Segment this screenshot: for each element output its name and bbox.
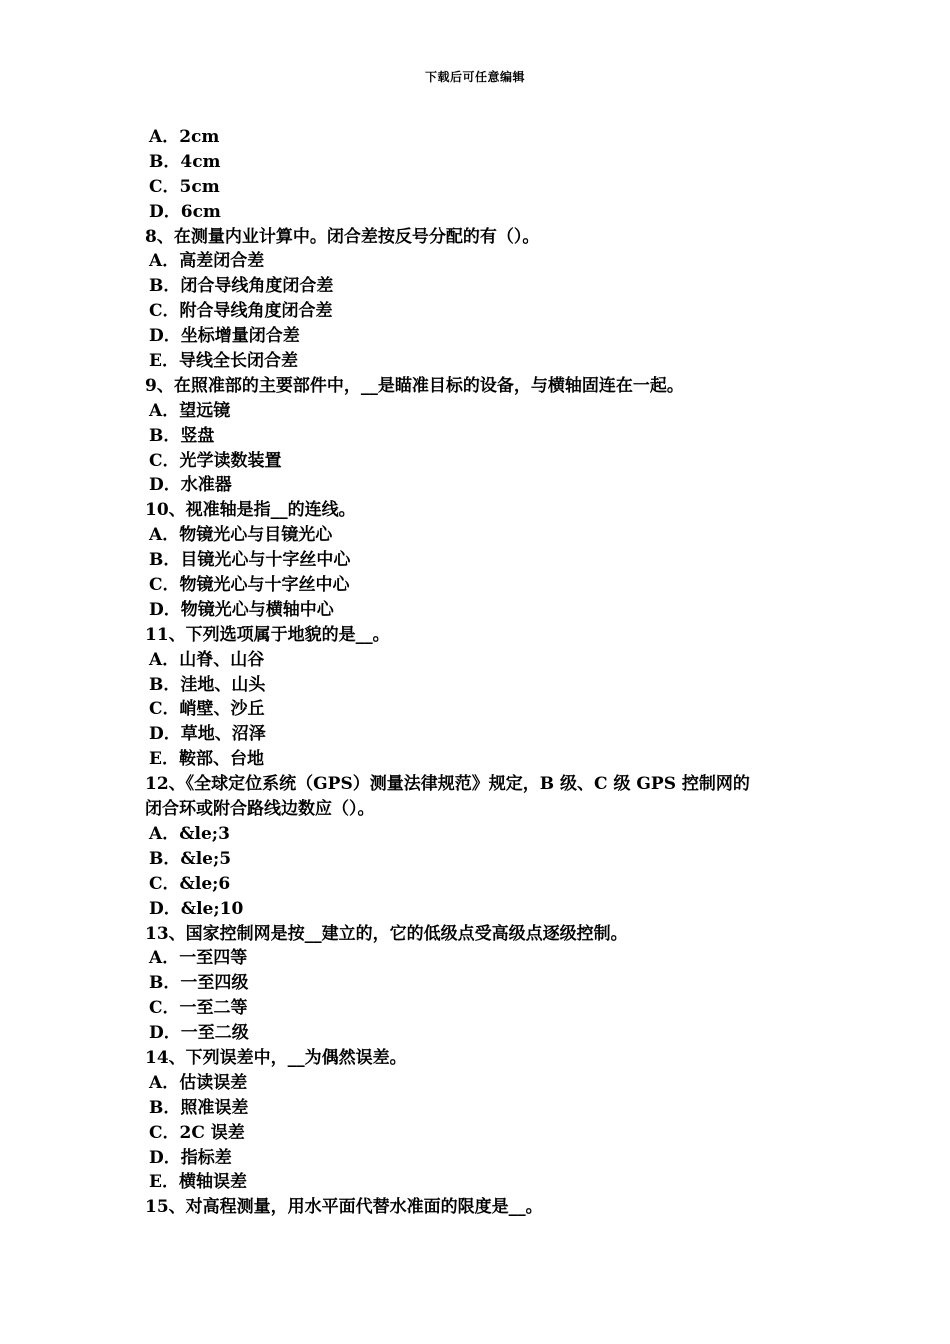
answer-option: A．高差闭合差: [149, 251, 265, 272]
answer-option: B．闭合导线角度闭合差: [149, 276, 334, 297]
answer-option: C．2C 误差: [149, 1122, 245, 1143]
answer-option: B．照准误差: [149, 1097, 249, 1118]
question-text: 12、《全球定位系统（GPS）测量法律规范》规定，B 级、C 级 GPS 控制网的: [145, 774, 750, 795]
answer-option: D．6cm: [149, 201, 221, 222]
answer-option: D．水准器: [149, 475, 232, 496]
answer-option: D．草地、沼泽: [149, 724, 266, 745]
answer-option: B．4cm: [149, 151, 221, 172]
answer-option: B．目镜光心与十字丝中心: [149, 550, 351, 571]
question-text: 9、在照准部的主要部件中，__是瞄准目标的设备，与横轴固连在一起。: [145, 375, 684, 396]
answer-option: A．山脊、山谷: [149, 649, 265, 670]
answer-option: A．&le;3: [149, 823, 230, 844]
question-text: 闭合环或附合路线边数应（）。: [145, 799, 375, 820]
answer-option: A．望远镜: [149, 400, 231, 421]
answer-option: E．横轴误差: [149, 1172, 247, 1193]
answer-option: B．&le;5: [149, 848, 232, 869]
answer-option: D．坐标增量闭合差: [149, 326, 300, 347]
answer-option: B．洼地、山头: [149, 674, 266, 695]
answer-option: A．一至四等: [149, 948, 248, 969]
answer-option: C．峭壁、沙丘: [149, 699, 265, 720]
answer-option: C．一至二等: [149, 998, 248, 1019]
question-text: 11、下列选项属于地貌的是__。: [145, 624, 390, 645]
answer-option: C．附合导线角度闭合差: [149, 301, 333, 322]
answer-option: D．&le;10: [149, 898, 244, 919]
answer-option: E．导线全长闭合差: [149, 351, 298, 372]
answer-option: A．2cm: [149, 127, 220, 147]
answer-option: C．5cm: [149, 176, 220, 197]
question-text: 10、视准轴是指__的连线。: [145, 500, 356, 521]
answer-option: B．一至四级: [149, 973, 249, 994]
answer-option: C．物镜光心与十字丝中心: [149, 575, 350, 596]
question-text: 14、下列误差中，__为偶然误差。: [145, 1047, 407, 1068]
page-header: 下载后可任意编辑: [424, 70, 525, 84]
answer-option: C．光学读数装置: [149, 450, 282, 471]
answer-option: D．物镜光心与横轴中心: [149, 599, 334, 620]
question-text: 13、国家控制网是按__建立的，它的低级点受高级点逐级控制。: [145, 923, 628, 944]
question-list: [145, 125, 825, 1220]
answer-option: A．估读误差: [149, 1072, 248, 1093]
question-text: 8、在测量内业计算中。闭合差按反号分配的有（）。: [145, 226, 540, 247]
question-text: 15、对高程测量，用水平面代替水准面的限度是__。: [145, 1197, 543, 1218]
answer-option: B．竖盘: [149, 425, 215, 446]
answer-option: D．指标差: [149, 1147, 232, 1168]
answer-option: E．鞍部、台地: [149, 749, 264, 770]
answer-option: D．一至二级: [149, 1023, 249, 1044]
answer-option: A．物镜光心与目镜光心: [149, 525, 333, 546]
answer-option: C．&le;6: [149, 873, 231, 894]
